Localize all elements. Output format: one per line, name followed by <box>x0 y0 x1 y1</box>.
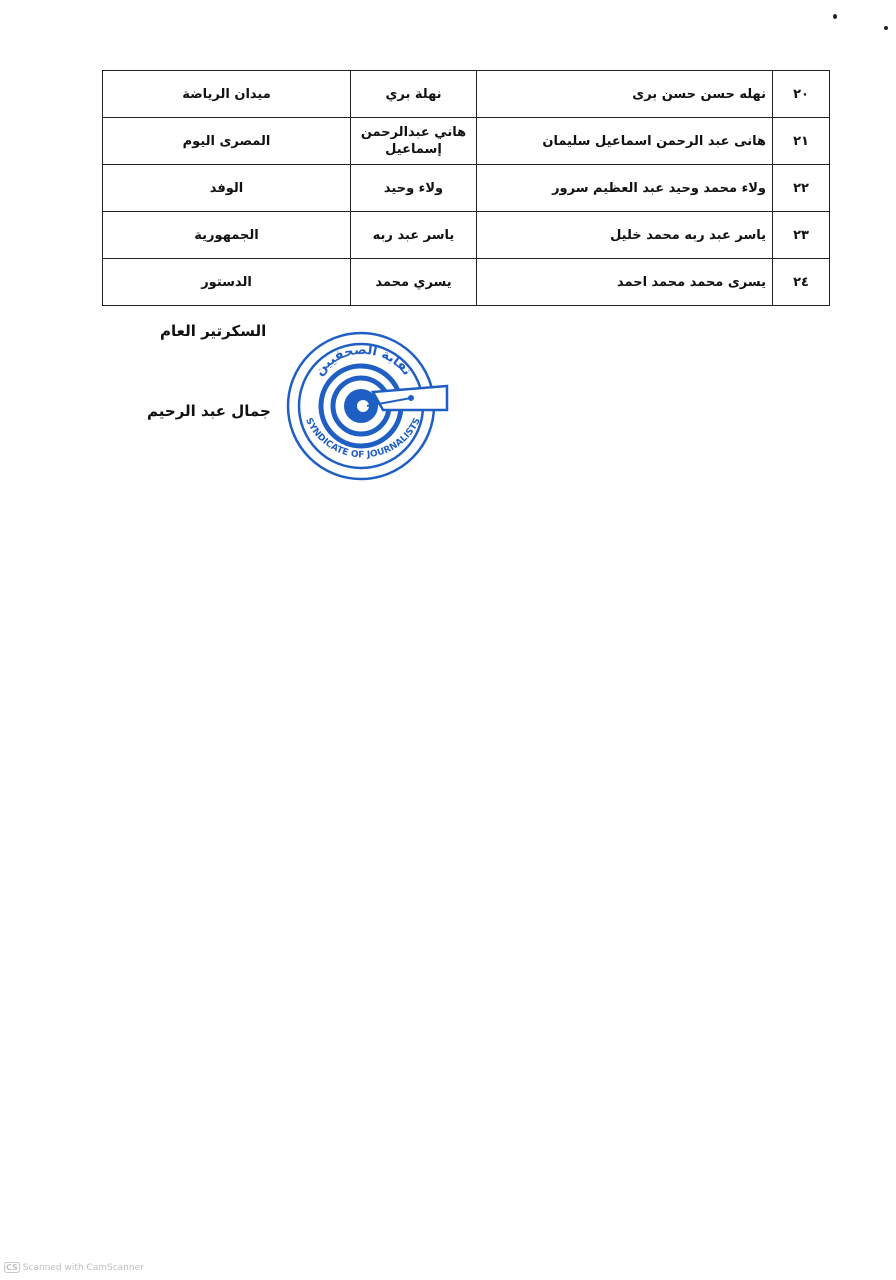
row-number: ٢١ <box>773 118 830 165</box>
short-name-cell: ياسر عبد ربه <box>351 212 477 259</box>
scan-speck <box>884 26 888 30</box>
camscanner-text: Scanned with CamScanner <box>22 1262 144 1273</box>
short-name-cell: ولاء وحيد <box>351 165 477 212</box>
short-name-cell: يسري محمد <box>351 259 477 306</box>
signature-name: جمال عبد الرحيم <box>147 402 271 420</box>
row-number: ٢٤ <box>773 259 830 306</box>
newspaper-cell: المصرى اليوم <box>103 118 351 165</box>
full-name-cell: هانى عبد الرحمن اسماعيل سليمان <box>477 118 773 165</box>
signature-title: السكرتير العام <box>160 322 267 340</box>
full-name-cell: ولاء محمد وحيد عبد العظيم سرور <box>477 165 773 212</box>
table-row <box>103 118 830 165</box>
table-row <box>103 259 830 306</box>
seal-english-text: SYNDICATE OF JOURNALISTS <box>303 416 423 461</box>
syndicate-seal <box>283 326 453 484</box>
table-row <box>103 212 830 259</box>
table-row <box>103 71 830 118</box>
journalists-table <box>102 70 830 306</box>
short-name-cell: نهلة بري <box>351 71 477 118</box>
table-row <box>103 165 830 212</box>
short-name-cell: هاني عبدالرحمن إسماعيل <box>351 118 477 165</box>
newspaper-cell: الوفد <box>103 165 351 212</box>
newspaper-cell: الدستور <box>103 259 351 306</box>
camscanner-watermark <box>4 1262 144 1273</box>
newspaper-cell: ميدان الرياضة <box>103 71 351 118</box>
row-number: ٢٢ <box>773 165 830 212</box>
full-name-cell: يسرى محمد محمد احمد <box>477 259 773 306</box>
scan-speck <box>833 14 837 19</box>
full-name-cell: ياسر عبد ربه محمد خليل <box>477 212 773 259</box>
row-number: ٢٣ <box>773 212 830 259</box>
newspaper-cell: الجمهورية <box>103 212 351 259</box>
full-name-cell: نهله حسن حسن برى <box>477 71 773 118</box>
camscanner-logo: CS <box>6 1263 18 1272</box>
row-number: ٢٠ <box>773 71 830 118</box>
seal-arabic-text: نقابة الصحفيين <box>311 342 415 379</box>
